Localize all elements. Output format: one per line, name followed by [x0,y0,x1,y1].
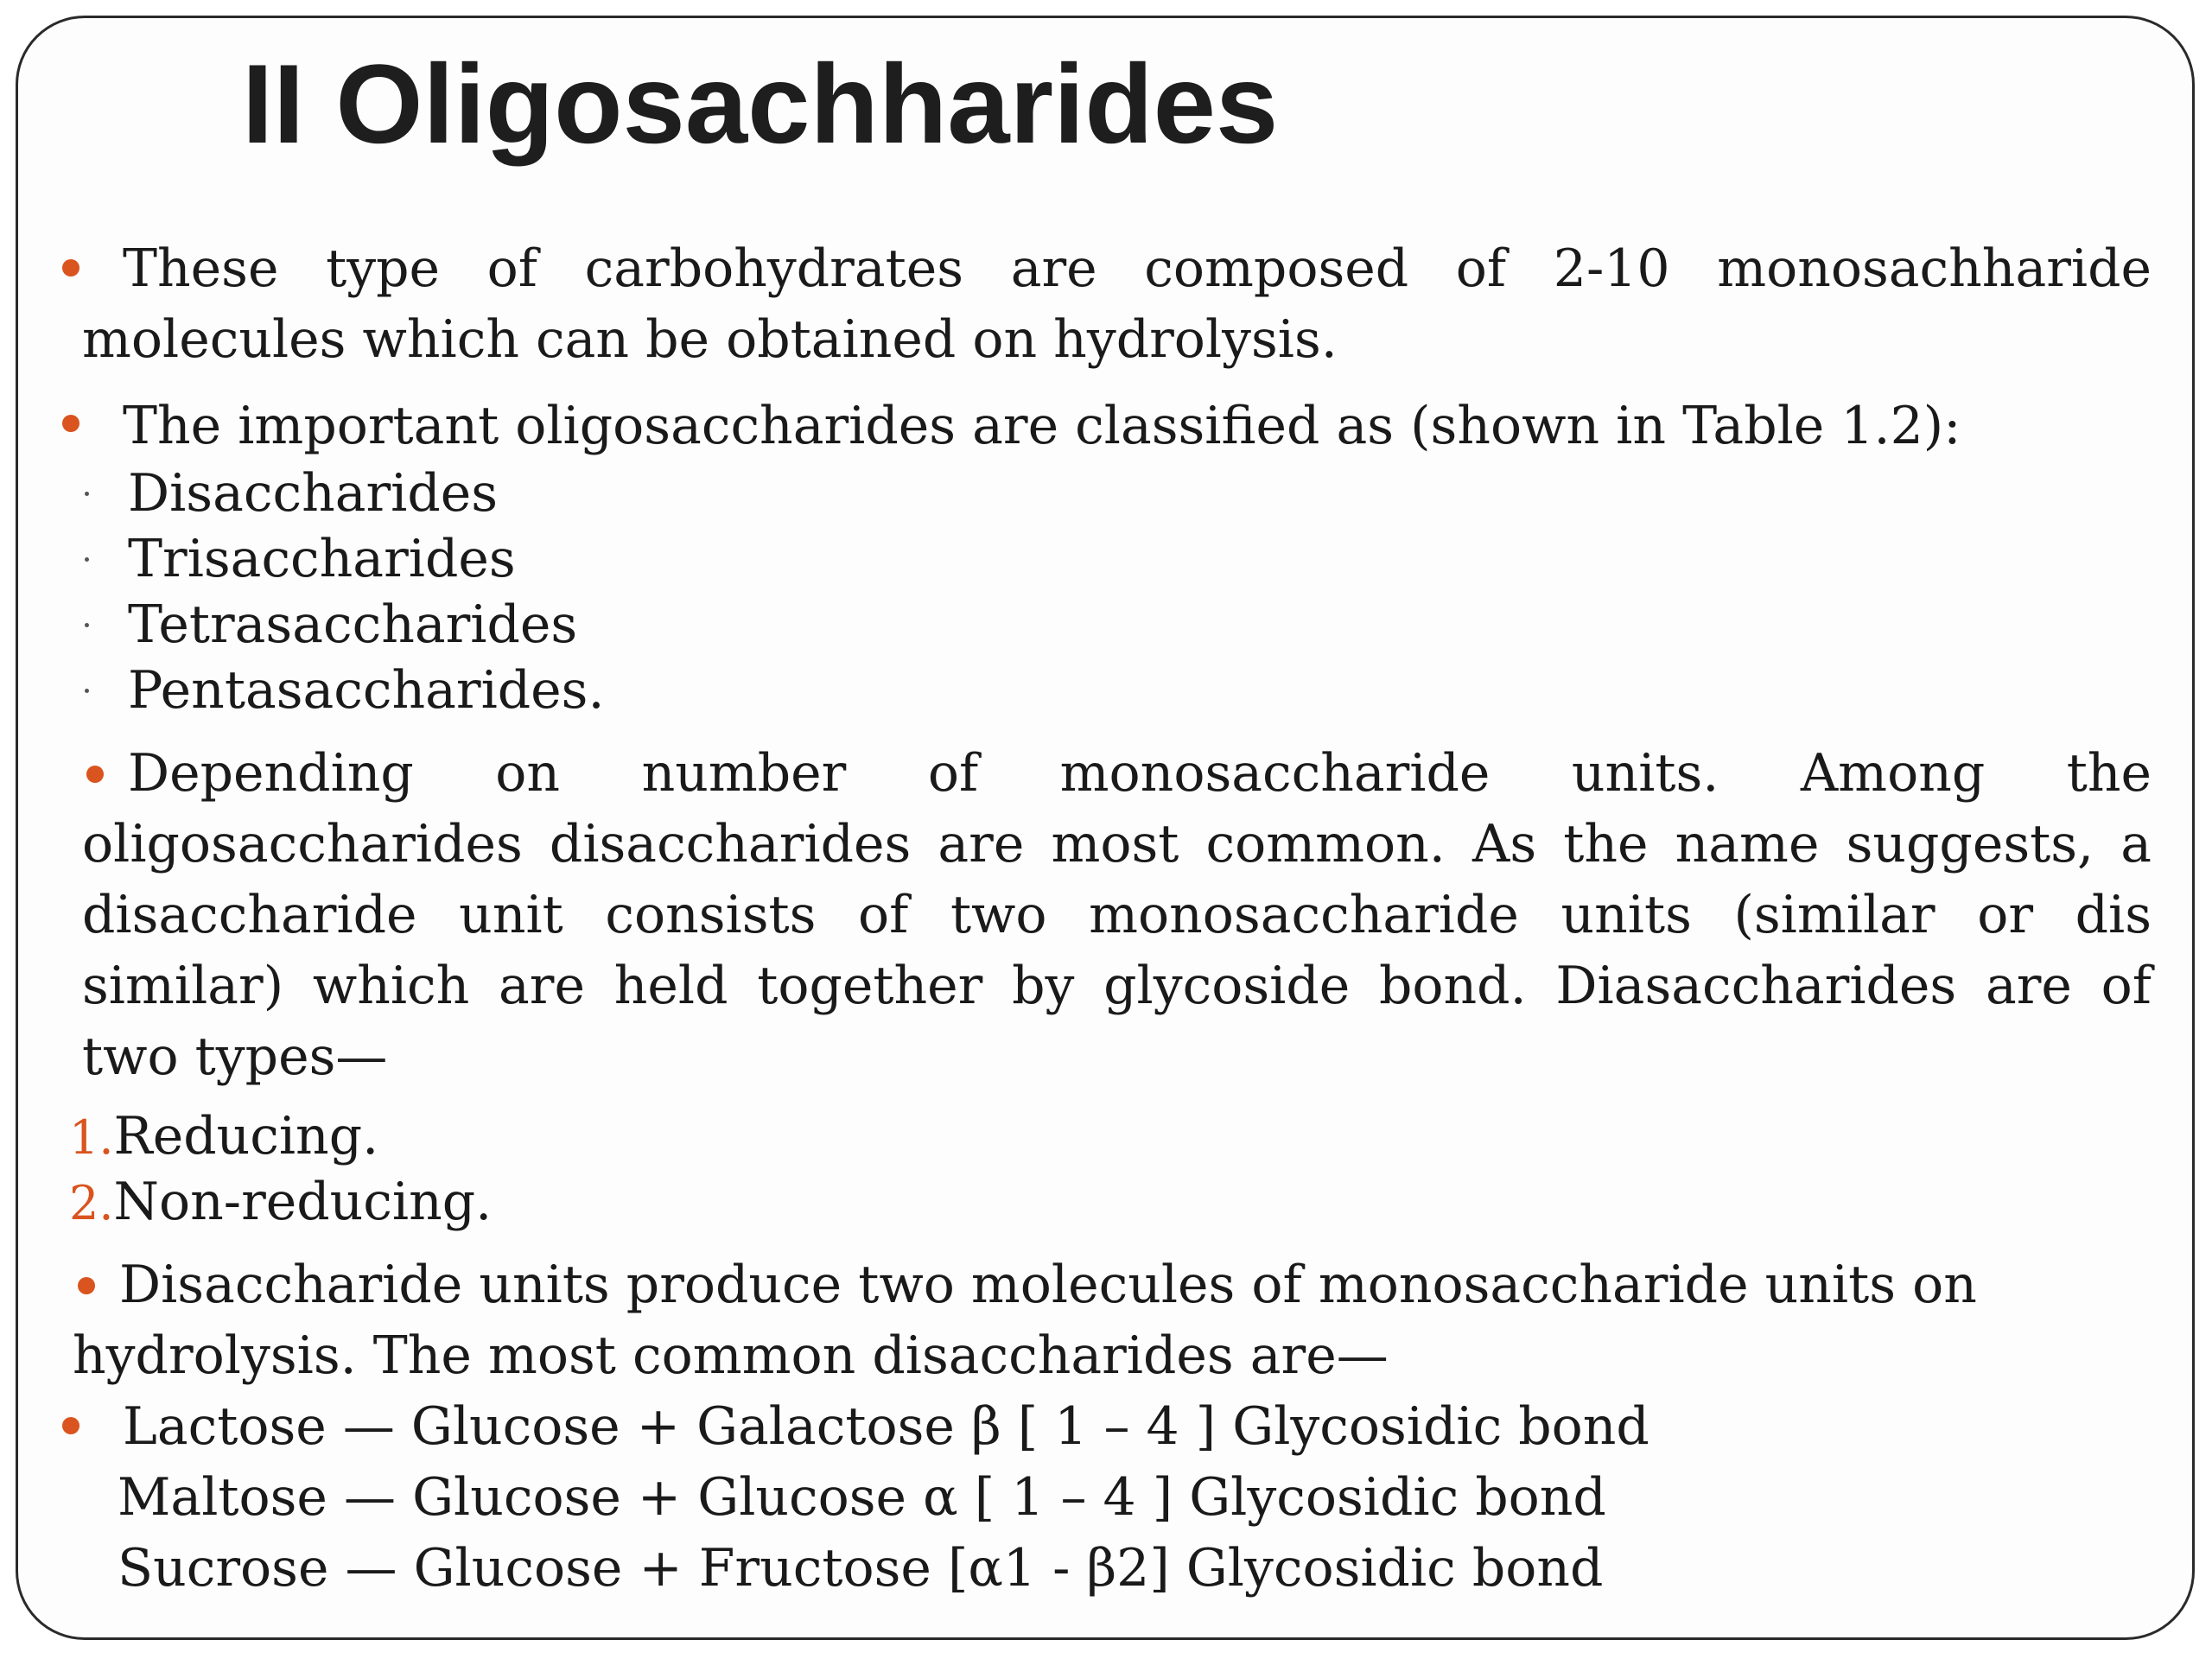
type-item-reducing [69,1101,378,1173]
class-item-pentasaccharides: Pentasaccharides. [128,660,605,721]
bullet-icon [78,1277,95,1294]
sub-bullet-icon [85,623,89,627]
bullet-icon [62,259,79,276]
paragraph-4-line-2: hydrolysis. The most common disaccharides are— [73,1325,1389,1386]
bullet-icon [62,1417,79,1434]
type-item-non-reducing [69,1166,492,1239]
disaccharide-sucrose: Sucrose — Glucose + Fructose [α1 - β2] Glycosidic bond [118,1538,1604,1599]
paragraph-3-line-3: disaccharide unit consists of two monosaccharide units (similar or dis [82,885,2152,945]
paragraph-2-line-1: The important oligosaccharides are classified as (shown in Table 1.2): [123,396,1961,456]
class-item-tetrasaccharides: Tetrasaccharides [128,594,578,655]
paragraph-3-line-4: similar) which are held together by glycoside bond. Diasaccharides are of [82,956,2152,1016]
class-item-trisaccharides: Trisaccharides [128,529,516,589]
paragraph-1-line-1: These type of carbohydrates are composed of 2-10 monosachharide [123,238,2152,299]
paragraph-4-line-1: Disaccharide units produce two molecules of monosaccharide units on [119,1255,1977,1315]
slide-title: II Oligosachharides [242,41,1279,167]
sub-bullet-icon [85,492,89,496]
type-label: Non-reducing. [113,1172,493,1232]
bullet-icon [62,415,79,432]
list-number: 1. [69,1110,114,1165]
paragraph-3-line-2: oligosaccharides disaccharides are most common. As the name suggests, a [82,814,2152,874]
list-number: 2. [69,1176,114,1230]
sub-bullet-icon [85,557,89,562]
disaccharide-lactose: Lactose — Glucose + Galactose β [ 1 – 4 ] Glycosidic bond [123,1396,1649,1457]
bullet-icon [86,766,104,783]
type-label: Reducing. [113,1106,379,1166]
paragraph-3-line-1: Depending on number of monosaccharide units. Among the [128,743,2152,804]
paragraph-1-line-2: molecules which can be obtained on hydrolysis. [82,309,1338,370]
class-item-disaccharides: Disaccharides [128,463,499,524]
disaccharide-maltose: Maltose — Glucose + Glucose α [ 1 – 4 ] Glycosidic bond [118,1467,1606,1528]
paragraph-3-line-5: two types— [82,1027,388,1087]
sub-bullet-icon [85,689,89,693]
